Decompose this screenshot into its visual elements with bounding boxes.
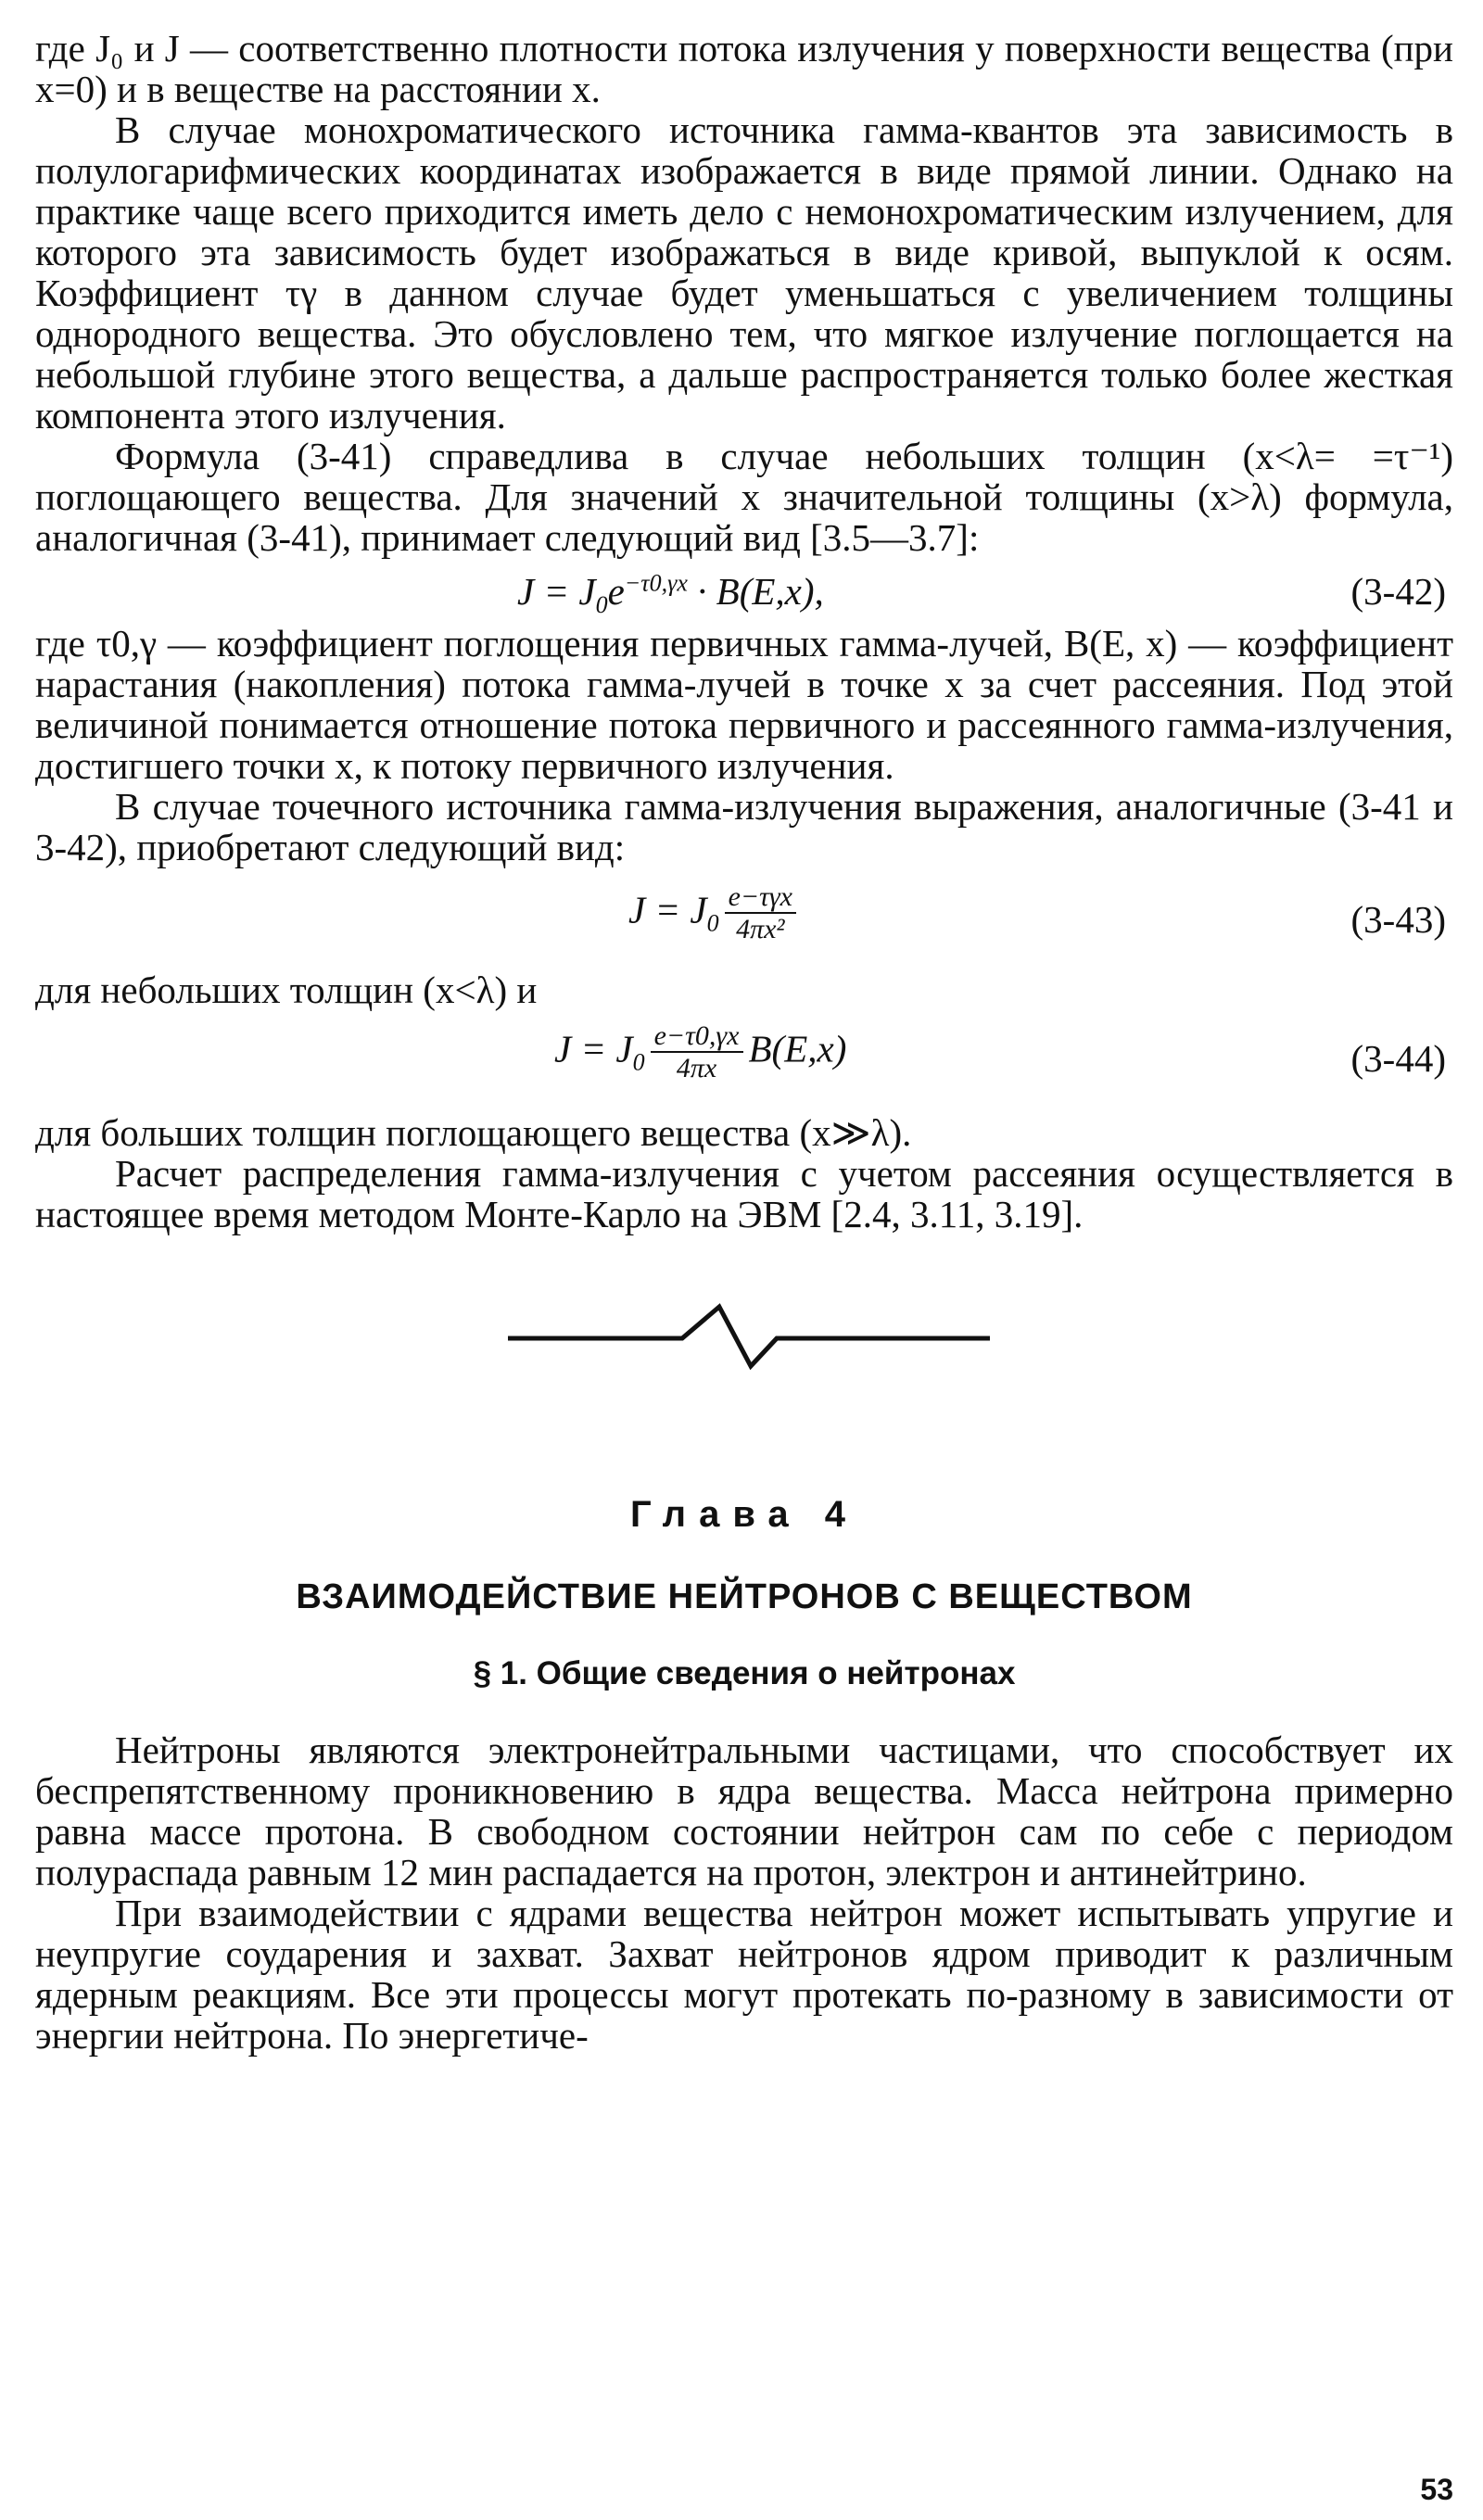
chapter-title: ВЗАИМОДЕЙСТВИЕ НЕЙТРОНОВ С ВЕЩЕСТВОМ <box>296 1577 1193 1616</box>
formula-3-43-expression: $J = J_0$ $\frac{\text{e−τγx}}{\text{4πx²}}$ <box>628 882 802 945</box>
formula-3-44-number: (3-44) <box>1350 1037 1446 1080</box>
paragraph-neutrons-intro: Нейтроны являются электронейтральными частицами, что способствует их беспрепятственному проникновению в ядра вещества. Масса нейтрона примерно равна массе протона. В свободном состоянии нейтрон сам по себе с периодом полураспада равным 12 мин распадается на протон, электрон и антинейтрино. <box>35 1729 1453 1893</box>
formula-3-44 <box>35 1010 1453 1112</box>
formula-3-43 <box>35 867 1453 969</box>
section-divider <box>35 1235 1453 1411</box>
paragraph-small-thickness: для небольших толщин (x<λ) и <box>35 969 538 1011</box>
page-number: 53 <box>1420 2473 1453 2506</box>
section-title: § 1. Общие сведения о нейтронах <box>473 1655 1016 1691</box>
formula-3-42 <box>35 558 1453 623</box>
zigzag-divider-icon <box>508 1299 990 1374</box>
paragraph-formula-341: Формула (3-41) справедлива в случае небольших толщин (x<λ= =τ⁻¹) поглощающего вещества. Для значений x значительной толщины (x>λ) формула, аналогичная (3-41), принимает следующий вид [3.5—3.7]: <box>35 435 1453 559</box>
formula-3-42-number: (3-42) <box>1350 570 1446 613</box>
page-content <box>35 28 1453 2056</box>
formula-3-43-number: (3-43) <box>1350 898 1446 941</box>
paragraph-monochromatic: В случае монохроматического источника гамма-квантов эта зависимость в полулогарифмических координатах изображается в виде прямой линии. Однако на практике чаще всего приходится иметь дело с немонохроматическим излучением, для которого эта зависимость будет изображаться в виде кривой, выпуклой к осям. Коэффициент τγ в данном случае будет уменьшаться с увеличением толщины однородного вещества. Это обусловлено тем, что мягкое излучение поглощается на небольшой глубине этого вещества, а дальше распространяется только более жесткая компонента этого излучения. <box>35 108 1453 437</box>
paragraph-buildup-factor: где τ0,γ — коэффициент поглощения первичных гамма-лучей, B(E, x) — коэффициент нарастания (накопления) потока гамма-лучей в точке x за счет рассеяния. Под этой величиной понимается отношение потока первичного и рассеянного гамма-излучения, достигшего точки x, к потоку первичного излучения. <box>35 622 1453 787</box>
paragraph-point-source: В случае точечного источника гамма-излучения выражения, аналогичные (3-41 и 3-42), приобретают следующий вид: <box>35 785 1453 868</box>
paragraph-densities: где J₀ и J — соответственно плотности потока излучения у поверхности вещества (при x=0) и в веществе на расстоянии x. <box>35 27 1453 110</box>
chapter-label: Глава 4 <box>629 1494 858 1535</box>
paragraph-large-thickness: для больших толщин поглощающего вещества (x≫λ). <box>35 1111 912 1154</box>
paragraph-monte-carlo: Расчет распределения гамма-излучения с учетом рассеяния осуществляется в настоящее время методом Монте-Карло на ЭВМ [2.4, 3.11, 3.19]. <box>35 1152 1453 1235</box>
formula-3-44-expression: $J = J_0$ $\frac{e-\tau 0,\gamma x}{4\pi x}$ B(E,x) <box>554 1020 847 1083</box>
formula-3-42-expression: $J = J_0e^{-\tau 0,\gamma x} \cdot B(E,x)$, <box>517 569 824 619</box>
paragraph-neutron-interactions: При взаимодействии с ядрами вещества нейтрон может испытывать упругие и неупругие соударения и захват. Захват нейтронов ядром приводит к различным ядерным реакциям. Все эти процессы могут протекать по-разному в зависимости от энергии нейтрона. По энергетиче- <box>35 1892 1453 2057</box>
